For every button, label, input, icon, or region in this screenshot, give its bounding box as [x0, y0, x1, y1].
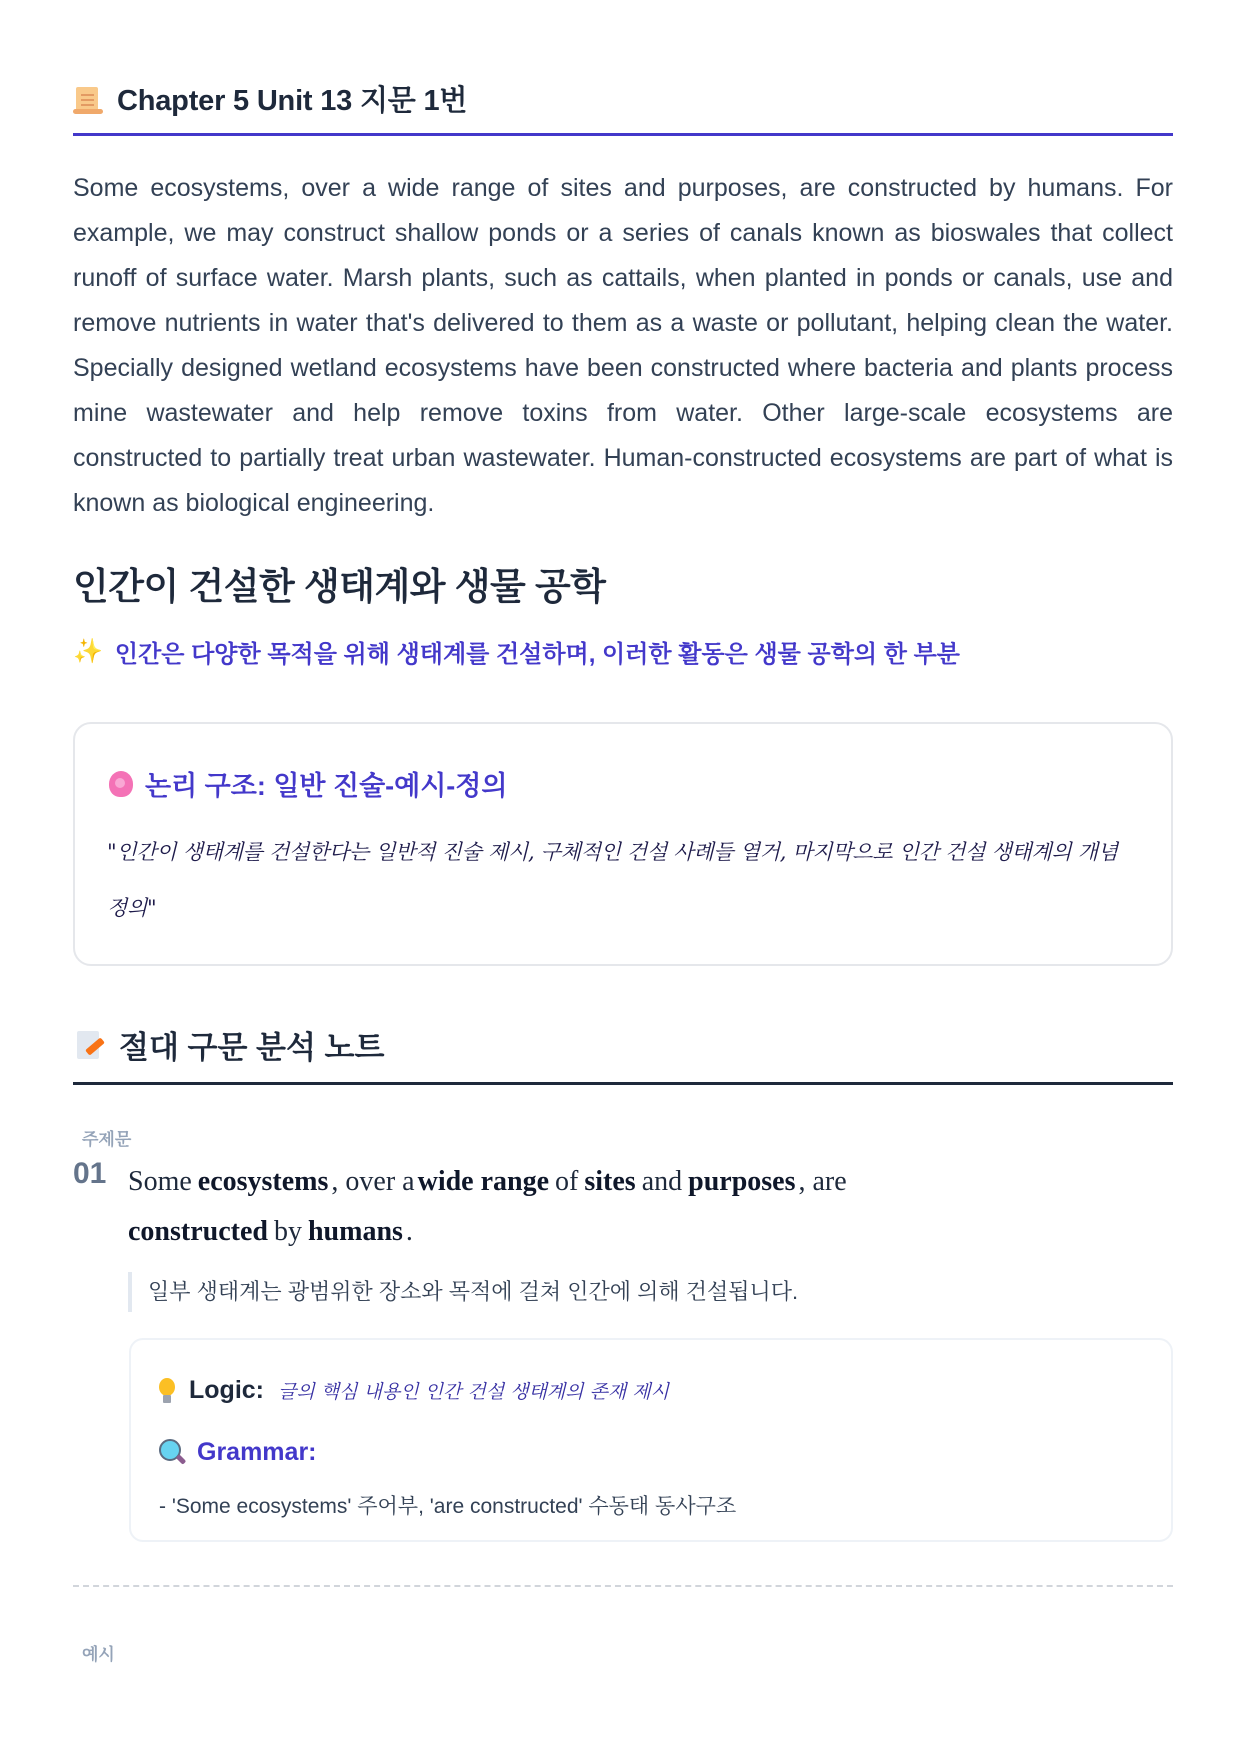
logic-row	[159, 1376, 669, 1405]
sparkles-icon: ✨	[73, 638, 103, 665]
token-key: constructed	[128, 1216, 268, 1247]
logic-structure-card	[73, 722, 1173, 966]
grammar-row	[159, 1438, 317, 1467]
grammar-label: Grammar:	[197, 1438, 317, 1466]
sentence-english	[125, 1157, 1125, 1257]
summary-text: 인간은 다양한 목적을 위해 생태계를 건설하며, 이러한 활동은 생물 공학의 한 부분	[114, 641, 960, 668]
sentence-analysis-card	[129, 1338, 1173, 1542]
token: Some	[128, 1166, 192, 1197]
document-title-row	[73, 78, 467, 119]
document-title: Chapter 5 Unit 13 지문 1번	[117, 85, 468, 117]
token-key: ecosystems	[197, 1166, 329, 1197]
token: , over a	[331, 1166, 415, 1197]
sentence-translation: 일부 생태계는 광범위한 장소와 목적에 걸쳐 인간에 의해 건설됩니다.	[128, 1272, 798, 1312]
analysis-notes-header	[77, 1022, 384, 1067]
notes-divider	[73, 1082, 1173, 1085]
analysis-notes-title: 절대 구문 분석 노트	[119, 1030, 385, 1065]
topic-summary	[73, 634, 960, 669]
logic-label: Logic:	[189, 1376, 264, 1404]
token-key: purposes	[688, 1166, 796, 1197]
logic-structure-description: "인간이 생태계를 건설한다는 일반적 진술 제시, 구체적인 건설 사례들 열거, 마지막으로 인간 건설 생태계의 개념 정의"	[107, 840, 1118, 920]
lightbulb-icon	[159, 1378, 175, 1404]
token: , are	[798, 1166, 847, 1197]
topic-heading: 인간이 건설한 생태계와 생물 공학	[73, 566, 606, 607]
logic-structure-title: 논리 구조: 일반 진술-예시-정의	[145, 771, 508, 801]
memo-icon	[77, 1029, 103, 1061]
token: of	[555, 1166, 579, 1197]
brain-icon	[109, 771, 133, 797]
token: and	[641, 1166, 683, 1197]
token-key: sites	[584, 1166, 636, 1197]
logic-structure-title-row	[109, 764, 507, 803]
token: by	[273, 1216, 302, 1247]
token-key: humans	[307, 1216, 403, 1247]
next-sentence-label: 예시	[82, 1645, 115, 1664]
token: .	[405, 1216, 413, 1247]
sentence-label: 주제문	[82, 1130, 132, 1149]
title-divider	[73, 133, 1173, 136]
passage-text: Some ecosystems, over a wide range of sites and purposes, are constructed by humans. For example, we may construct shallow ponds or a series of canals known as bioswales that collect runoff of surface water. Marsh plants, such as cattails, when planted in ponds or canals, use and remove nutrients in water that's delivered to them as a waste or pollutant, helping clean the water. Specially designed wetland ecosystems have been constructed where bacteria and plants process mine wastewater and help remove toxins from water. Other large-scale ecosystems are constructed to partially treat urban wastewater. Human-constructed ecosystems are part of what is known as biological engineering.	[73, 174, 1173, 517]
grammar-value: - 'Some ecosystems' 주어부, 'are constructed' 수동태 동사구조	[159, 1495, 737, 1518]
sentence-number: 01	[73, 1157, 107, 1190]
magnifier-icon	[159, 1439, 187, 1467]
sentence-divider	[73, 1585, 1173, 1587]
token-key: wide range	[417, 1166, 550, 1197]
logic-value: 글의 핵심 내용인 인간 건설 생태계의 존재 제시	[278, 1381, 670, 1403]
scroll-icon	[73, 83, 103, 115]
